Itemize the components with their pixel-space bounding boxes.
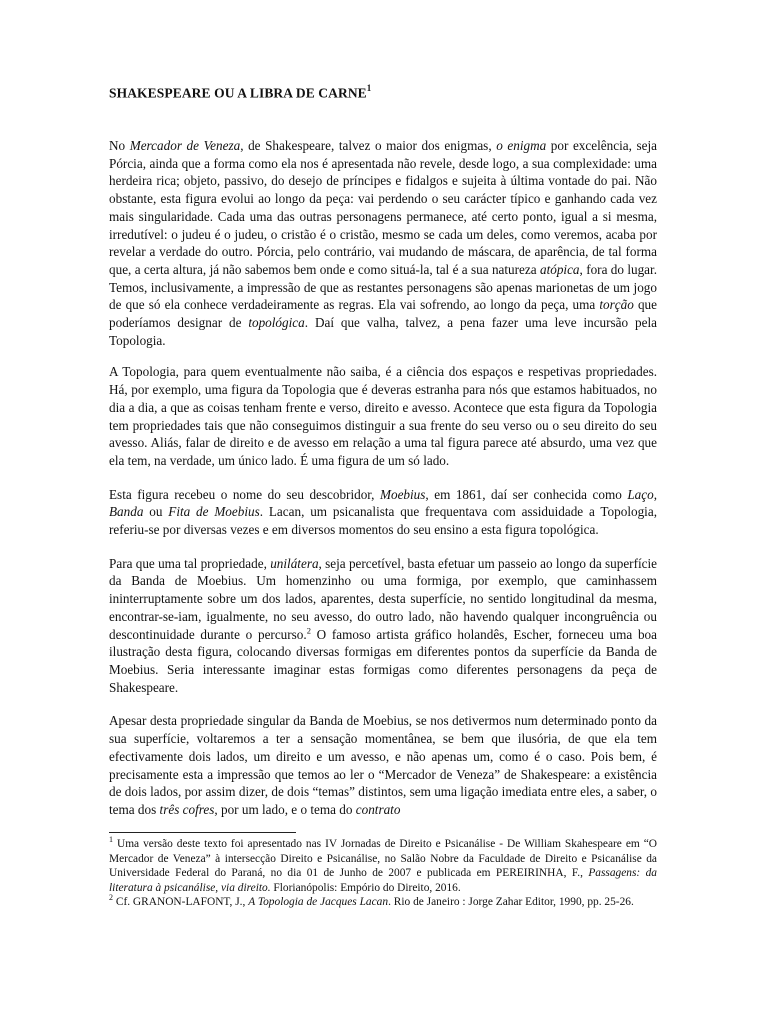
article-body bbox=[109, 137, 657, 835]
paragraph-5: Apesar desta propriedade singular da Banda de Moebius, se nos detivermos num determinado ponto da sua superfície, voltaremos a ter a sensação momentânea, se bem que ilusória, de que ela tem efectivamente dois lados, um direito e um avesso, e não apenas um, como é o caso. Pois bem, é precisamente esta a impressão que temos ao ler o “Mercador de Veneza” de Shakespeare: a existência de dois lados, por assim dizer, de dois “temas” distintos, sem uma ligação imediata entre eles, a saber, o tema dos três cofres, por um lado, e o tema do contrato bbox=[109, 713, 657, 817]
footnote-2: $^2$ Cf. GRANON-LAFONT, J., A Topologia de Jacques Lacan. Rio de Janeiro : Jorge Zahar Editor, 1990, pp. 25-26. bbox=[109, 893, 634, 908]
paragraph-2: A Topologia, para quem eventualmente não saiba, é a ciência dos espaços e respetivas propriedades. Há, por exemplo, uma figura da Topologia que é deveras estranha para nós que estamos habituados, no dia a dia, a que as coisas tenham frente e verso, direito e avesso. Acontece que esta figura da Topologia tem propriedades tais que não conseguimos distinguir a sua frente do seu verso ou o seu direito do seu avesso. Aliás, falar de direito e de avesso em relação a uma tal figura parece até absurdo, uma vez que ela tem, na verdade, um único lado. É uma figura de um só lado. bbox=[109, 364, 657, 468]
footnote-separator bbox=[109, 832, 296, 833]
paragraph-1: No Mercador de Veneza, de Shakespeare, talvez o maior dos enigmas, o enigma por excelência, seja Pórcia, ainda que a forma como ela nos é apresentada não revele, desde logo, a sua complexidade: uma herdeira rica; objeto, passivo, do desejo de príncipes e fidalgos e sujeita à última vontade do pai. Não obstante, esta figura evolui ao longo da peça: vai perdendo o seu carácter típico e ganhando cada vez mais singularidade. Cada uma das outras personagens permanece, até certo ponto, igual a si mesma, irredutível: o judeu é o judeu, o cristão é o cristão, mesmo se cada um deles, como veremos, acaba por revelar a verdade do outro. Pórcia, pelo contrário, vai mudando de máscara, de aparência, de tal forma que, a certa altura, já não sabemos bem onde e como situá-la, tal é a sua natureza atópica, fora do lugar. Temos, inclusivamente, a impressão de que as restantes personagens são apenas marionetas de um jogo de que só ela conhece verdadeiramente as regras. Ela vai sofrendo, ao longo da peça, uma torção que poderíamos designar de topológica. Daí que valha, talvez, a pena fazer uma leve incursão pela Topologia. bbox=[109, 138, 657, 348]
footnotes bbox=[109, 837, 657, 910]
footnote-1: $^1$ Uma versão deste texto foi apresentado nas IV Jornadas de Direito e Psicanálise - De William Skahespeare em “O Mercador de Veneza” à intersecção Direito e Psicanálise, no Salão Nobre da Faculdade de Direito e Psicanálise da Universidade Federal do Paraná, no dia 01 de Junho de 2007 e publicada em PEREIRINHA, F., Passagens: da literatura à psicanálise, via direito. Florianópolis: Empório do Direito, 2016. bbox=[109, 835, 658, 894]
paragraph-4: Para que uma tal propriedade, unilátera, seja percetível, basta efetuar um passeio ao longo da superfície da Banda de Moebius. Um homenzinho ou uma formiga, por exemplo, que caminhassem ininterruptamente sobre um dos lados, aparentes, desta superfície, no sentido longitudinal da mesma, encontrar-se-iam, igualmente, no seu avesso, do outro lado, não havendo qualquer incongruência ou descontinuidade durante o percurso.$^2$ O famoso artista gráfico holandês, Escher, forneceu uma boa ilustração desta figura, colocando diversas formigas em diferentes pontos da superfície da Banda de Moebius. Seria interessante imaginar estas formigas como diferentes personagens da peça de Shakespeare. bbox=[109, 555, 658, 695]
footnote-ref-1[interactable]: 1 bbox=[366, 83, 372, 93]
paragraph-3: Esta figura recebeu o nome do seu descobridor, Moebius, em 1861, daí ser conhecida como Laço, Banda ou Fita de Moebius. Lacan, um psicanalista que frequentava com assiduidade a Topologia, referiu-se por diversas vezes e em diversos momentos do seu ensino a esta figura topológica. bbox=[109, 486, 657, 538]
page-title: SHAKESPEARE OU A LIBRA DE CARNE$^1$ bbox=[109, 83, 372, 101]
footnote-ref-2[interactable]: 2 bbox=[306, 625, 311, 636]
